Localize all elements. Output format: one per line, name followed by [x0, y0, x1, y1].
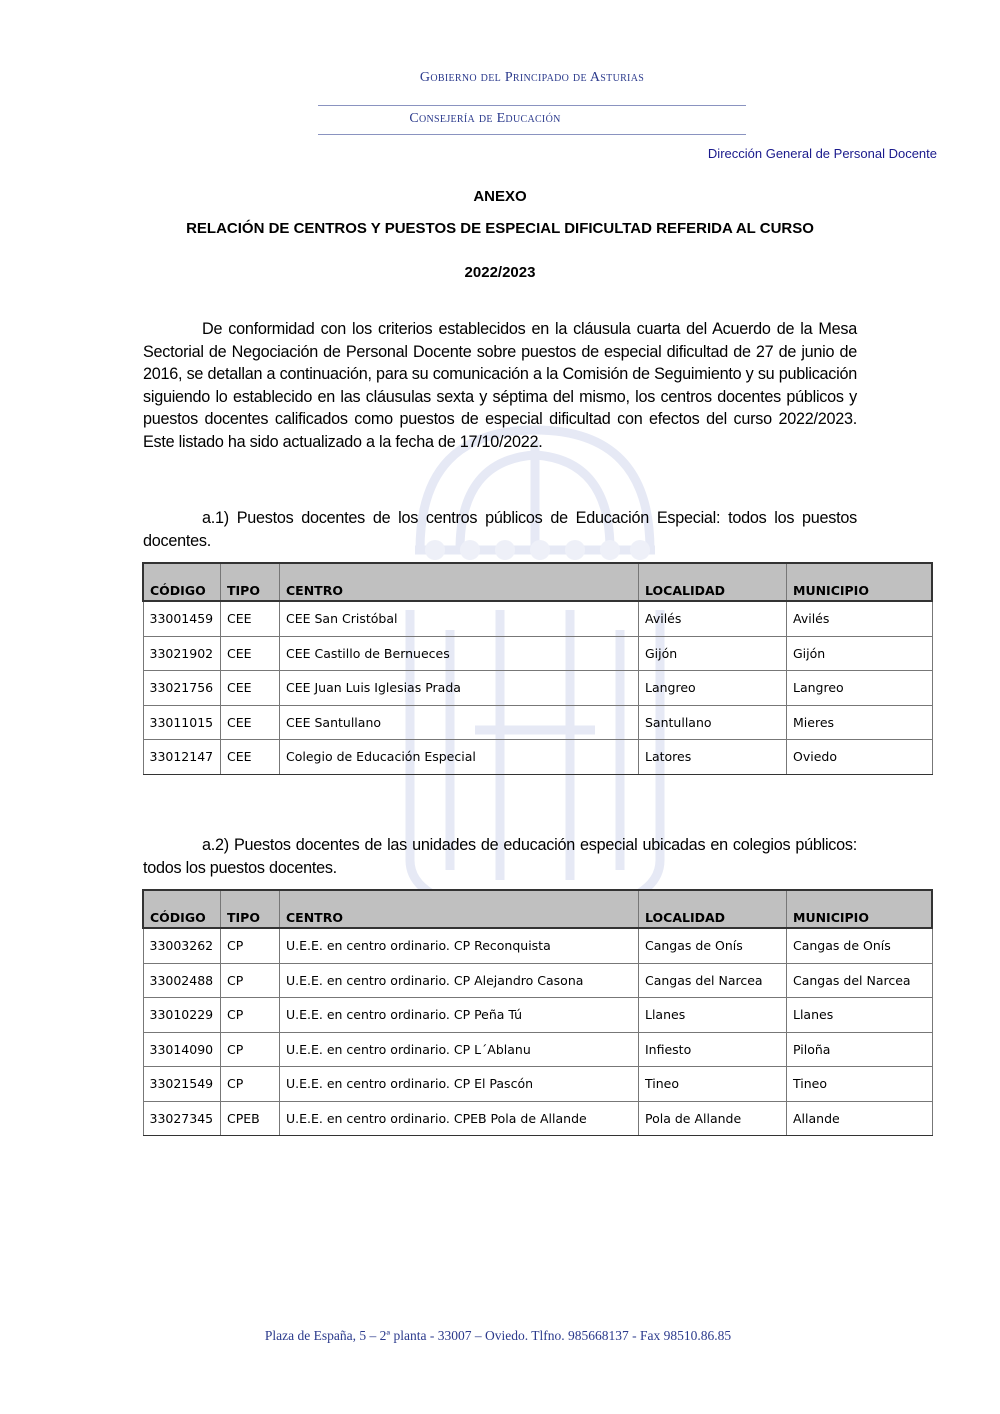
cell-localidad: Cangas del Narcea — [639, 963, 787, 998]
cell-municipio: Avilés — [787, 601, 933, 636]
section-a2-text: a.2) Puestos docentes de las unidades de educación especial ubicadas en colegios públicos: todos los puestos docentes. — [143, 836, 857, 877]
cell-tipo: CEE — [221, 705, 280, 740]
table-row — [143, 1032, 932, 1067]
cell-tipo: CP — [221, 1032, 280, 1067]
section-a1-caption — [143, 507, 857, 552]
annex-title: ANEXO — [473, 188, 527, 205]
cell-centro: U.E.E. en centro ordinario. CP El Pascón — [280, 1067, 639, 1102]
table-row — [143, 705, 932, 740]
column-header-localidad: LOCALIDAD — [639, 563, 787, 601]
cell-tipo: CPEB — [221, 1101, 280, 1136]
cell-centro: CEE San Cristóbal — [280, 601, 639, 636]
table-row — [143, 998, 932, 1033]
cell-codigo: 33014090 — [143, 1032, 221, 1067]
column-header-localidad: LOCALIDAD — [639, 890, 787, 928]
cell-municipio: Cangas del Narcea — [787, 963, 933, 998]
column-header-centro: CENTRO — [280, 563, 639, 601]
section-a1-text: a.1) Puestos docentes de los centros públicos de Educación Especial: todos los puestos docentes. — [143, 509, 857, 550]
footer-address: Plaza de España, 5 – 2ª planta - 33007 – Oviedo. Tlfno. 985668137 - Fax 98510.86.85 — [264, 1328, 732, 1343]
cell-municipio: Langreo — [787, 671, 933, 706]
column-header-codigo: CÓDIGO — [143, 890, 221, 928]
cell-centro: CEE Castillo de Bernueces — [280, 636, 639, 671]
cell-codigo: 33021549 — [143, 1067, 221, 1102]
cell-centro: U.E.E. en centro ordinario. CP Peña Tú — [280, 998, 639, 1033]
cell-localidad: Latores — [639, 740, 787, 775]
cell-centro: CEE Santullano — [280, 705, 639, 740]
cell-codigo: 33012147 — [143, 740, 221, 775]
cell-codigo: 33003262 — [143, 928, 221, 963]
cell-municipio: Allande — [787, 1101, 933, 1136]
cell-codigo: 33011015 — [143, 705, 221, 740]
column-header-centro: CENTRO — [280, 890, 639, 928]
cell-localidad: Tineo — [639, 1067, 787, 1102]
cell-municipio: Mieres — [787, 705, 933, 740]
table-row — [143, 601, 932, 636]
table-a2-units — [142, 889, 933, 1136]
table-row — [143, 1101, 932, 1136]
document-heading: RELACIÓN DE CENTROS Y PUESTOS DE ESPECIAL DIFICULTAD REFERIDA AL CURSO — [186, 220, 814, 237]
cell-municipio: Piloña — [787, 1032, 933, 1067]
cell-tipo: CP — [221, 963, 280, 998]
cell-codigo: 33010229 — [143, 998, 221, 1033]
cell-localidad: Llanes — [639, 998, 787, 1033]
cell-codigo: 33002488 — [143, 963, 221, 998]
cell-municipio: Gijón — [787, 636, 933, 671]
cell-centro: U.E.E. en centro ordinario. CP Alejandro Casona — [280, 963, 639, 998]
cell-tipo: CP — [221, 998, 280, 1033]
cell-municipio: Oviedo — [787, 740, 933, 775]
cell-centro: U.E.E. en centro ordinario. CPEB Pola de Allande — [280, 1101, 639, 1136]
cell-codigo: 33027345 — [143, 1101, 221, 1136]
cell-localidad: Infiesto — [639, 1032, 787, 1067]
intro-paragraph — [143, 318, 857, 454]
table-row — [143, 740, 932, 775]
cell-tipo: CEE — [221, 636, 280, 671]
intro-text: De conformidad con los criterios establecidos en la cláusula cuarta del Acuerdo de la Mesa Sectorial de Negociación de Personal Docente sobre puestos de especial dificultad de 27 de junio de 2016, se detallan a continuación, para su comunicación a la Comisión de Seguimiento y su publicación siguiendo lo establecido en las cláusulas sexta y séptima del mismo, los centros docentes públicos y puestos docentes calificados como puestos de especial dificultad con efectos del curso 2022/2023. Este listado ha sido actualizado a la fecha de 17/10/2022. — [143, 320, 857, 451]
government-name: Gobierno del Principado de Asturias — [419, 70, 645, 85]
cell-tipo: CEE — [221, 671, 280, 706]
cell-tipo: CEE — [221, 601, 280, 636]
column-header-tipo: TIPO — [221, 563, 280, 601]
column-header-municipio: MUNICIPIO — [787, 563, 933, 601]
cell-centro: U.E.E. en centro ordinario. CP Reconquista — [280, 928, 639, 963]
cell-localidad: Langreo — [639, 671, 787, 706]
cell-tipo: CEE — [221, 740, 280, 775]
cell-tipo: CP — [221, 1067, 280, 1102]
table-row — [143, 963, 932, 998]
course-year: 2022/2023 — [464, 264, 536, 281]
directorate-name: Dirección General de Personal Docente — [707, 146, 937, 161]
cell-codigo: 33021756 — [143, 671, 221, 706]
cell-localidad: Santullano — [639, 705, 787, 740]
table-a1-centers — [142, 562, 933, 775]
header-divider — [318, 134, 746, 135]
cell-municipio: Tineo — [787, 1067, 933, 1102]
cell-municipio: Cangas de Onís — [787, 928, 933, 963]
cell-localidad: Gijón — [639, 636, 787, 671]
section-a2-caption — [143, 834, 857, 879]
cell-localidad: Cangas de Onís — [639, 928, 787, 963]
cell-municipio: Llanes — [787, 998, 933, 1033]
cell-codigo: 33001459 — [143, 601, 221, 636]
cell-tipo: CP — [221, 928, 280, 963]
table-header-row — [143, 563, 932, 601]
cell-centro: CEE Juan Luis Iglesias Prada — [280, 671, 639, 706]
table-header-row — [143, 890, 932, 928]
cell-localidad: Avilés — [639, 601, 787, 636]
column-header-municipio: MUNICIPIO — [787, 890, 933, 928]
column-header-tipo: TIPO — [221, 890, 280, 928]
table-row — [143, 636, 932, 671]
cell-codigo: 33021902 — [143, 636, 221, 671]
column-header-codigo: CÓDIGO — [143, 563, 221, 601]
cell-centro: Colegio de Educación Especial — [280, 740, 639, 775]
header-divider — [318, 105, 746, 106]
cell-centro: U.E.E. en centro ordinario. CP L´Ablanu — [280, 1032, 639, 1067]
department-name: Consejería de Educación — [409, 111, 561, 126]
table-row — [143, 671, 932, 706]
table-row — [143, 928, 932, 963]
cell-localidad: Pola de Allande — [639, 1101, 787, 1136]
table-row — [143, 1067, 932, 1102]
